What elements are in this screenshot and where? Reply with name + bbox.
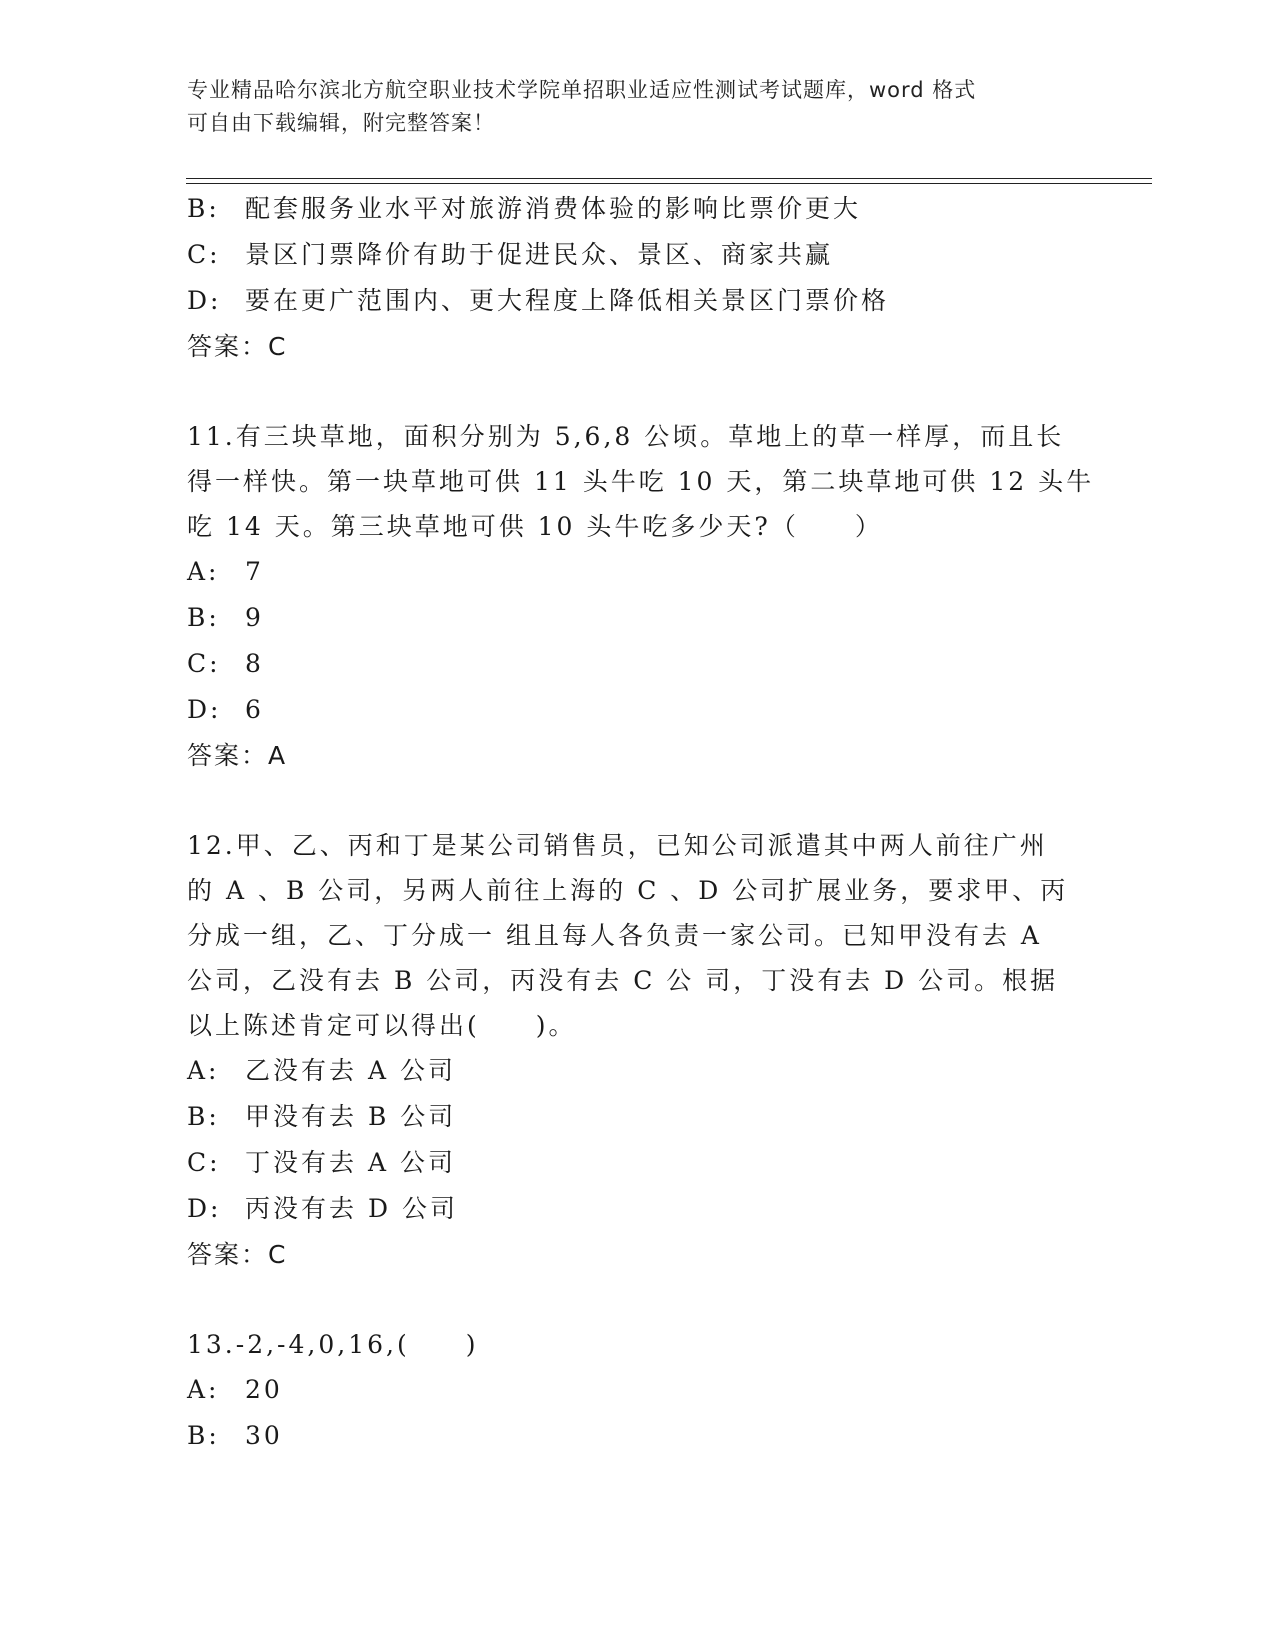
- option-b: [187, 1094, 1087, 1140]
- question-text-line: 的 A 、B 公司，另两人前往上海的 C 、D 公司扩展业务，要求甲、丙: [187, 876, 1069, 905]
- question-text: [187, 823, 1087, 1048]
- question-content: [187, 186, 1095, 1459]
- question-text-line: 得一样快。第一块草地可供 11 头牛吃 10 天，第二块草地可供 12 头牛: [187, 467, 1095, 496]
- option-text: 6: [245, 695, 264, 724]
- header-line-1: 专业精品哈尔滨北方航空职业技术学院单招职业适应性测试考试题库，word 格式: [187, 78, 977, 102]
- option-a: [187, 1367, 1087, 1413]
- question-10: [187, 186, 1087, 370]
- option-text: 配套服务业水平对旅游消费体验的影响比票价更大: [245, 194, 862, 223]
- option-c: [187, 1140, 1087, 1186]
- option-d: [187, 278, 1087, 324]
- question-text-line: 11.有三块草地，面积分别为 5,6,8 公顷。草地上的草一样厚，而且长: [187, 422, 1065, 451]
- spacer: [187, 779, 1087, 823]
- page-header: [187, 74, 1067, 140]
- option-letter: D:: [187, 695, 222, 724]
- option-text: 要在更广范围内、更大程度上降低相关景区门票价格: [245, 286, 890, 315]
- option-letter: B:: [187, 603, 220, 632]
- option-letter: C:: [187, 240, 221, 269]
- question-text-line: 分成一组，乙、丁分成一 组且每人各负责一家公司。已知甲没有去 A: [187, 921, 1042, 950]
- option-letter: D:: [187, 286, 222, 315]
- header-line-2: 可自由下载编辑，附完整答案！: [187, 111, 495, 135]
- option-text: 景区门票降价有助于促进民众、景区、商家共赢: [245, 240, 834, 269]
- option-letter: A:: [187, 1375, 220, 1404]
- question-text-line: 吃 14 天。第三块草地可供 10 头牛吃多少天?（ ）: [187, 512, 883, 541]
- spacer: [187, 1278, 1087, 1322]
- option-d: [187, 687, 1087, 733]
- question-text-line: 12.甲、乙、丙和丁是某公司销售员，已知公司派遣其中两人前往广州: [187, 831, 1048, 860]
- option-c: [187, 641, 1087, 687]
- option-letter: C:: [187, 1148, 221, 1177]
- spacer: [187, 370, 1087, 414]
- option-a: [187, 549, 1087, 595]
- option-text: 乙没有去 A 公司: [245, 1056, 456, 1085]
- option-letter: A:: [187, 557, 220, 586]
- answer-line: 答案：A: [187, 741, 288, 770]
- answer-line: 答案：C: [187, 1240, 288, 1269]
- header-rule-top: [186, 178, 1152, 179]
- option-b: [187, 595, 1087, 641]
- header-rule-bottom: [186, 183, 1152, 184]
- option-text: 甲没有去 B 公司: [245, 1102, 457, 1131]
- question-13: [187, 1322, 1087, 1459]
- option-text: 7: [245, 557, 264, 586]
- option-letter: C:: [187, 649, 221, 678]
- option-letter: B:: [187, 1102, 220, 1131]
- question-text: [187, 1322, 1087, 1367]
- option-letter: D:: [187, 1194, 222, 1223]
- option-c: [187, 232, 1087, 278]
- option-letter: A:: [187, 1056, 220, 1085]
- option-text: 8: [245, 649, 264, 678]
- option-b: [187, 186, 1087, 232]
- option-text: 9: [245, 603, 264, 632]
- option-letter: B:: [187, 1421, 220, 1450]
- question-11: [187, 414, 1095, 779]
- question-text-line: 13.-2,-4,0,16,( ): [187, 1330, 479, 1359]
- question-text: [187, 414, 1095, 549]
- question-12: [187, 823, 1087, 1278]
- option-text: 20: [245, 1375, 283, 1404]
- question-text-line: 公司，乙没有去 B 公司，丙没有去 C 公 司，丁没有去 D 公司。根据: [187, 966, 1059, 995]
- option-text: 丙没有去 D 公司: [245, 1194, 458, 1223]
- option-text: 30: [245, 1421, 283, 1450]
- option-b: [187, 1413, 1087, 1459]
- option-a: [187, 1048, 1087, 1094]
- option-letter: B:: [187, 194, 220, 223]
- answer-line: 答案：C: [187, 332, 288, 361]
- option-text: 丁没有去 A 公司: [245, 1148, 456, 1177]
- option-d: [187, 1186, 1087, 1232]
- question-text-line: 以上陈述肯定可以得出( )。: [187, 1011, 577, 1040]
